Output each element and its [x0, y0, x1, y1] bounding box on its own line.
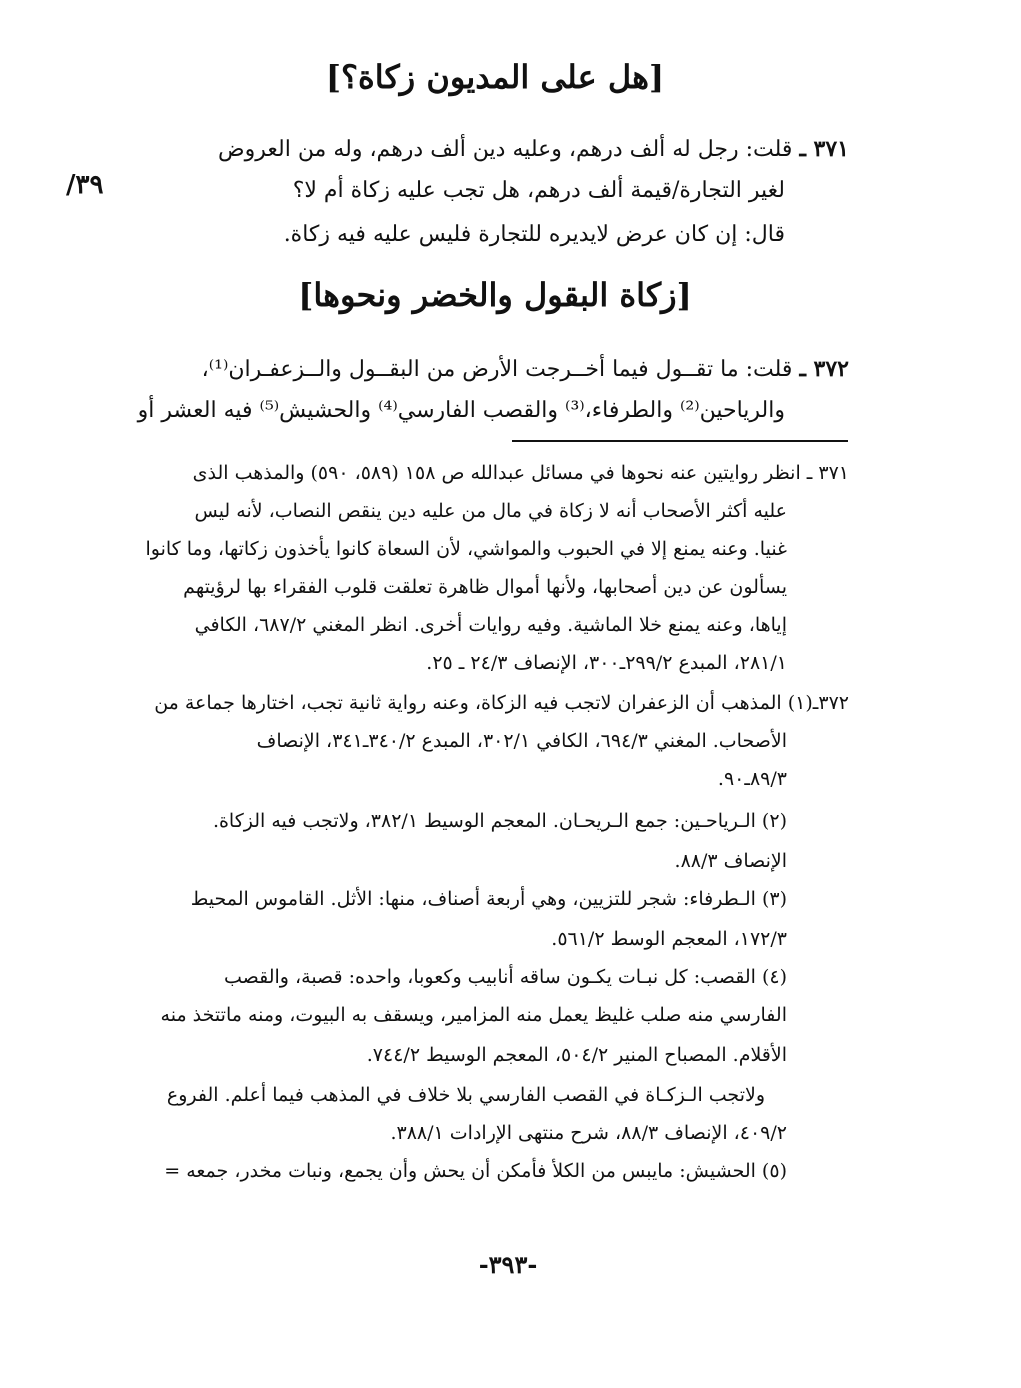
section-371-line-2: لغير التجارة/قيمة ألف درهم، هل تجب عليه زكاة أم لا؟ [292, 178, 785, 203]
footnote-line: ولاتجب الـزكـاة في القصب الفارسي بلا خلاف في المذهب فيما أعلم. الفروع [166, 1084, 765, 1106]
footnote-line: الأصحاب. المغني ٦٩٤/٣، الكافي ٣٠٢/١، المبدع ٣٤٠/٢ـ٣٤١، الإنصاف [256, 730, 787, 752]
footnote-line: ٨٩/٣ـ٩٠. [717, 768, 787, 790]
footnote-line: ٣٧١ ـ انظر روايتين عنه نحوها في مسائل عبدالله ص ١٥٨ (٥٨٩، ٥٩٠) والمذهب الذى [192, 462, 849, 484]
footnote-line: غنيا. وعنه يمنع إلا في الحبوب والمواشي، لأن السعاة كانوا يأخذون زكاتها، وما كانوا [145, 538, 787, 560]
section-372-line-1 [202, 354, 849, 385]
section-371-number: ٣٧١ ـ [799, 136, 849, 162]
footnote-line: (٤) القصب: كل نبـات يكـون ساقه أنابيب وكعوبا، واحده: قصبة، والقصب [223, 966, 787, 988]
footnote-line: (٣) الـطرفاء: شجر للتزيين، وهي أربعة أصناف، منها: الأثل. القاموس المحيط [190, 888, 787, 910]
section-371-text-1: قلت: رجل له ألف درهم، وعليه دين ألف درهم، وله من العروض [218, 137, 793, 162]
section-371-line-1 [218, 134, 849, 165]
footnote-line: ٤٠٩/٢، الإنصاف ٨٨/٣، شرح منتهى الإرادات ٣٨٨/١. [390, 1122, 787, 1144]
footnote-line: الأقلام. المصباح المنير ٥٠٤/٢، المعجم الوسيط ٧٤٤/٢. [366, 1044, 787, 1066]
footnote-line: الإنصاف ٨٨/٣. [674, 850, 787, 872]
section-372-text-1: قلت: ما تقــول فيما أخــرجت الأرض من البقــول والــزعفـران⁽¹⁾، [201, 357, 793, 382]
footnote-line: ٣٧٢ـ(١) المذهب أن الزعفران لاتجب فيه الزكاة، وعنه رواية ثانية تجب، اختارها جماعة من [154, 692, 849, 714]
footnote-line: إياها، وعنه يمنع خلا الماشية. وفيه روايات أخرى. انظر المغني ٦٨٧/٢، الكافي [194, 614, 787, 636]
footnote-line: ٢٨١/١، المبدع ٢٩٩/٢ـ٣٠٠، الإنصاف ٢٤/٣ ـ ٢٥. [426, 652, 787, 674]
section-heading-indebted-zakat: [هل على المديون زكاة؟] [325, 58, 665, 96]
margin-page-reference: ٣٩/ [66, 170, 104, 200]
section-372-line-2: والرياحين⁽²⁾ والطرفاء،⁽³⁾ والقصب الفارسي⁽⁴⁾ والحشيش⁽⁵⁾ فيه العشر أو [137, 398, 785, 423]
section-371-line-3: قال: إن كان عرض لايديره للتجارة فليس عليه فيه زكاة. [283, 222, 785, 247]
section-heading-vegetables-zakat: [زكاة البقول والخضر ونحوها] [298, 276, 692, 314]
footnote-line: عليه أكثر الأصحاب أنه لا زكاة في مال من عليه دين ينقص النصاب، لأنه ليس [194, 500, 787, 522]
footnote-line: (٢) الـرياحـين: جمع الـريحـان. المعجم الوسيط ٣٨٢/١، ولاتجب فيه الزكاة. [212, 810, 787, 832]
footnote-separator [512, 440, 848, 442]
footnote-line: (٥) الحشيش: مايبس من الكلأ فأمكن أن يحش وأن يجمع، ونبات مخدر، جمعه = [164, 1160, 787, 1182]
footnote-line: يسألون عن دين أصحابها، ولأنها أموال ظاهرة تعلقت قلوب الفقراء بها لرؤيتهم [183, 576, 787, 598]
section-372-number: ٣٧٢ ـ [799, 356, 849, 382]
page-number: -٣٩٣- [478, 1250, 538, 1279]
footnote-line: ١٧٢/٣، المعجم الوسط ٥٦١/٢. [551, 928, 787, 950]
footnote-line: الفارسي منه صلب غليظ يعمل منه المزامير، ويسقف به البيوت، ومنه ماتتخذ منه [160, 1004, 787, 1026]
